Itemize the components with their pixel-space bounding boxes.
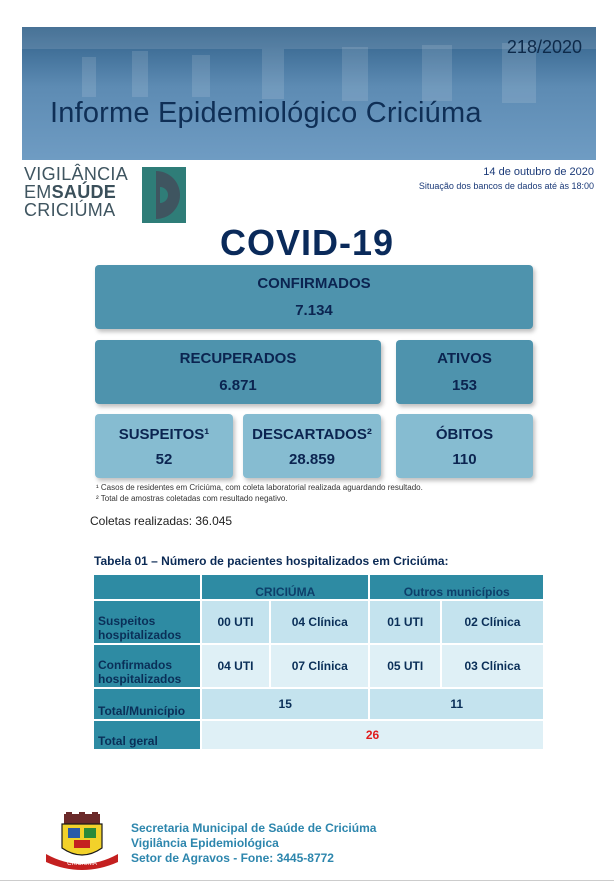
logo-mark-icon xyxy=(142,167,186,223)
card-value: 110 xyxy=(452,451,477,468)
card-obitos xyxy=(396,414,533,478)
logo-line2b: SAÚDE xyxy=(51,182,117,202)
row-label: Suspeitos hospitalizados xyxy=(94,601,200,643)
table-cell: 01 UTI xyxy=(370,601,439,643)
report-title: Informe Epidemiológico Criciúma xyxy=(50,97,482,129)
footer-contact xyxy=(131,821,376,866)
total-criciuma: 15 xyxy=(202,689,368,719)
table-header-row xyxy=(94,575,543,599)
table-caption: Tabela 01 – Número de pacientes hospitalizados em Criciúma: xyxy=(94,554,449,568)
card-ativos xyxy=(396,340,533,404)
col-group-outros: Outros municípios xyxy=(370,575,543,599)
footer-line2: Vigilância Epidemiológica xyxy=(131,836,279,850)
col-group-criciuma: CRICIÚMA xyxy=(202,575,368,599)
report-date: 14 de outubro de 2020 xyxy=(483,166,594,178)
card-confirmados xyxy=(95,265,533,329)
card-label: CONFIRMADOS xyxy=(257,275,371,292)
footnote-1: ¹ Casos de residentes em Criciúma, com coleta laboratorial realizada aguardando resultado. xyxy=(96,483,423,492)
coletas-realizadas: Coletas realizadas: 36.045 xyxy=(90,514,233,528)
card-label: ÓBITOS xyxy=(435,426,494,443)
row-label: Confirmados hospitalizados xyxy=(94,645,200,687)
card-recuperados xyxy=(95,340,381,404)
card-value: 28.859 xyxy=(289,451,335,468)
table-cell: 02 Clínica xyxy=(442,601,543,643)
card-descartados xyxy=(243,414,381,478)
issue-number: 218/2020 xyxy=(506,37,582,57)
table-cell: 04 UTI xyxy=(202,645,269,687)
table-row xyxy=(94,601,543,643)
table-row-total-municipio xyxy=(94,689,543,719)
table-cell: 00 UTI xyxy=(202,601,269,643)
header-banner xyxy=(22,27,596,160)
hospitalized-table xyxy=(92,573,545,751)
main-title: COVID-19 xyxy=(219,222,395,263)
table-row xyxy=(94,645,543,687)
emblem-text: CRICIÚMA xyxy=(67,861,97,867)
total-geral-value: 26 xyxy=(202,721,543,749)
table-cell: 05 UTI xyxy=(370,645,439,687)
card-label: DESCARTADOS² xyxy=(252,426,372,443)
table-row-total-geral xyxy=(94,721,543,749)
logo-line1: VIGILÂNCIA xyxy=(24,164,129,184)
card-suspeitos xyxy=(95,414,233,478)
table-cell: 04 Clínica xyxy=(271,601,368,643)
logo-line2a: EM xyxy=(24,182,52,202)
bottom-divider xyxy=(0,880,614,881)
card-value: 7.134 xyxy=(295,302,333,319)
database-situation: Situação dos bancos de dados até às 18:00 xyxy=(418,181,594,191)
footnote-2: ² Total de amostras coletadas com resultado negativo. xyxy=(96,494,288,503)
card-label: ATIVOS xyxy=(437,350,492,367)
footer-line3: Setor de Agravos - Fone: 3445-8772 xyxy=(131,851,334,865)
row-label: Total geral xyxy=(94,721,200,749)
table-cell: 07 Clínica xyxy=(271,645,368,687)
card-value: 52 xyxy=(155,451,173,468)
table-cell: 03 Clínica xyxy=(442,645,543,687)
card-value: 6.871 xyxy=(219,377,257,394)
total-outros: 11 xyxy=(370,689,543,719)
row-label: Total/Município xyxy=(94,689,200,719)
logo-line3: CRICIÚMA xyxy=(24,200,116,220)
vigilancia-logo xyxy=(24,165,174,227)
card-value: 153 xyxy=(451,377,478,394)
card-label: SUSPEITOS¹ xyxy=(118,426,210,443)
card-label: RECUPERADOS xyxy=(179,350,297,367)
city-emblem-icon xyxy=(44,812,120,870)
footer-line1: Secretaria Municipal de Saúde de Criciúma xyxy=(131,821,377,835)
